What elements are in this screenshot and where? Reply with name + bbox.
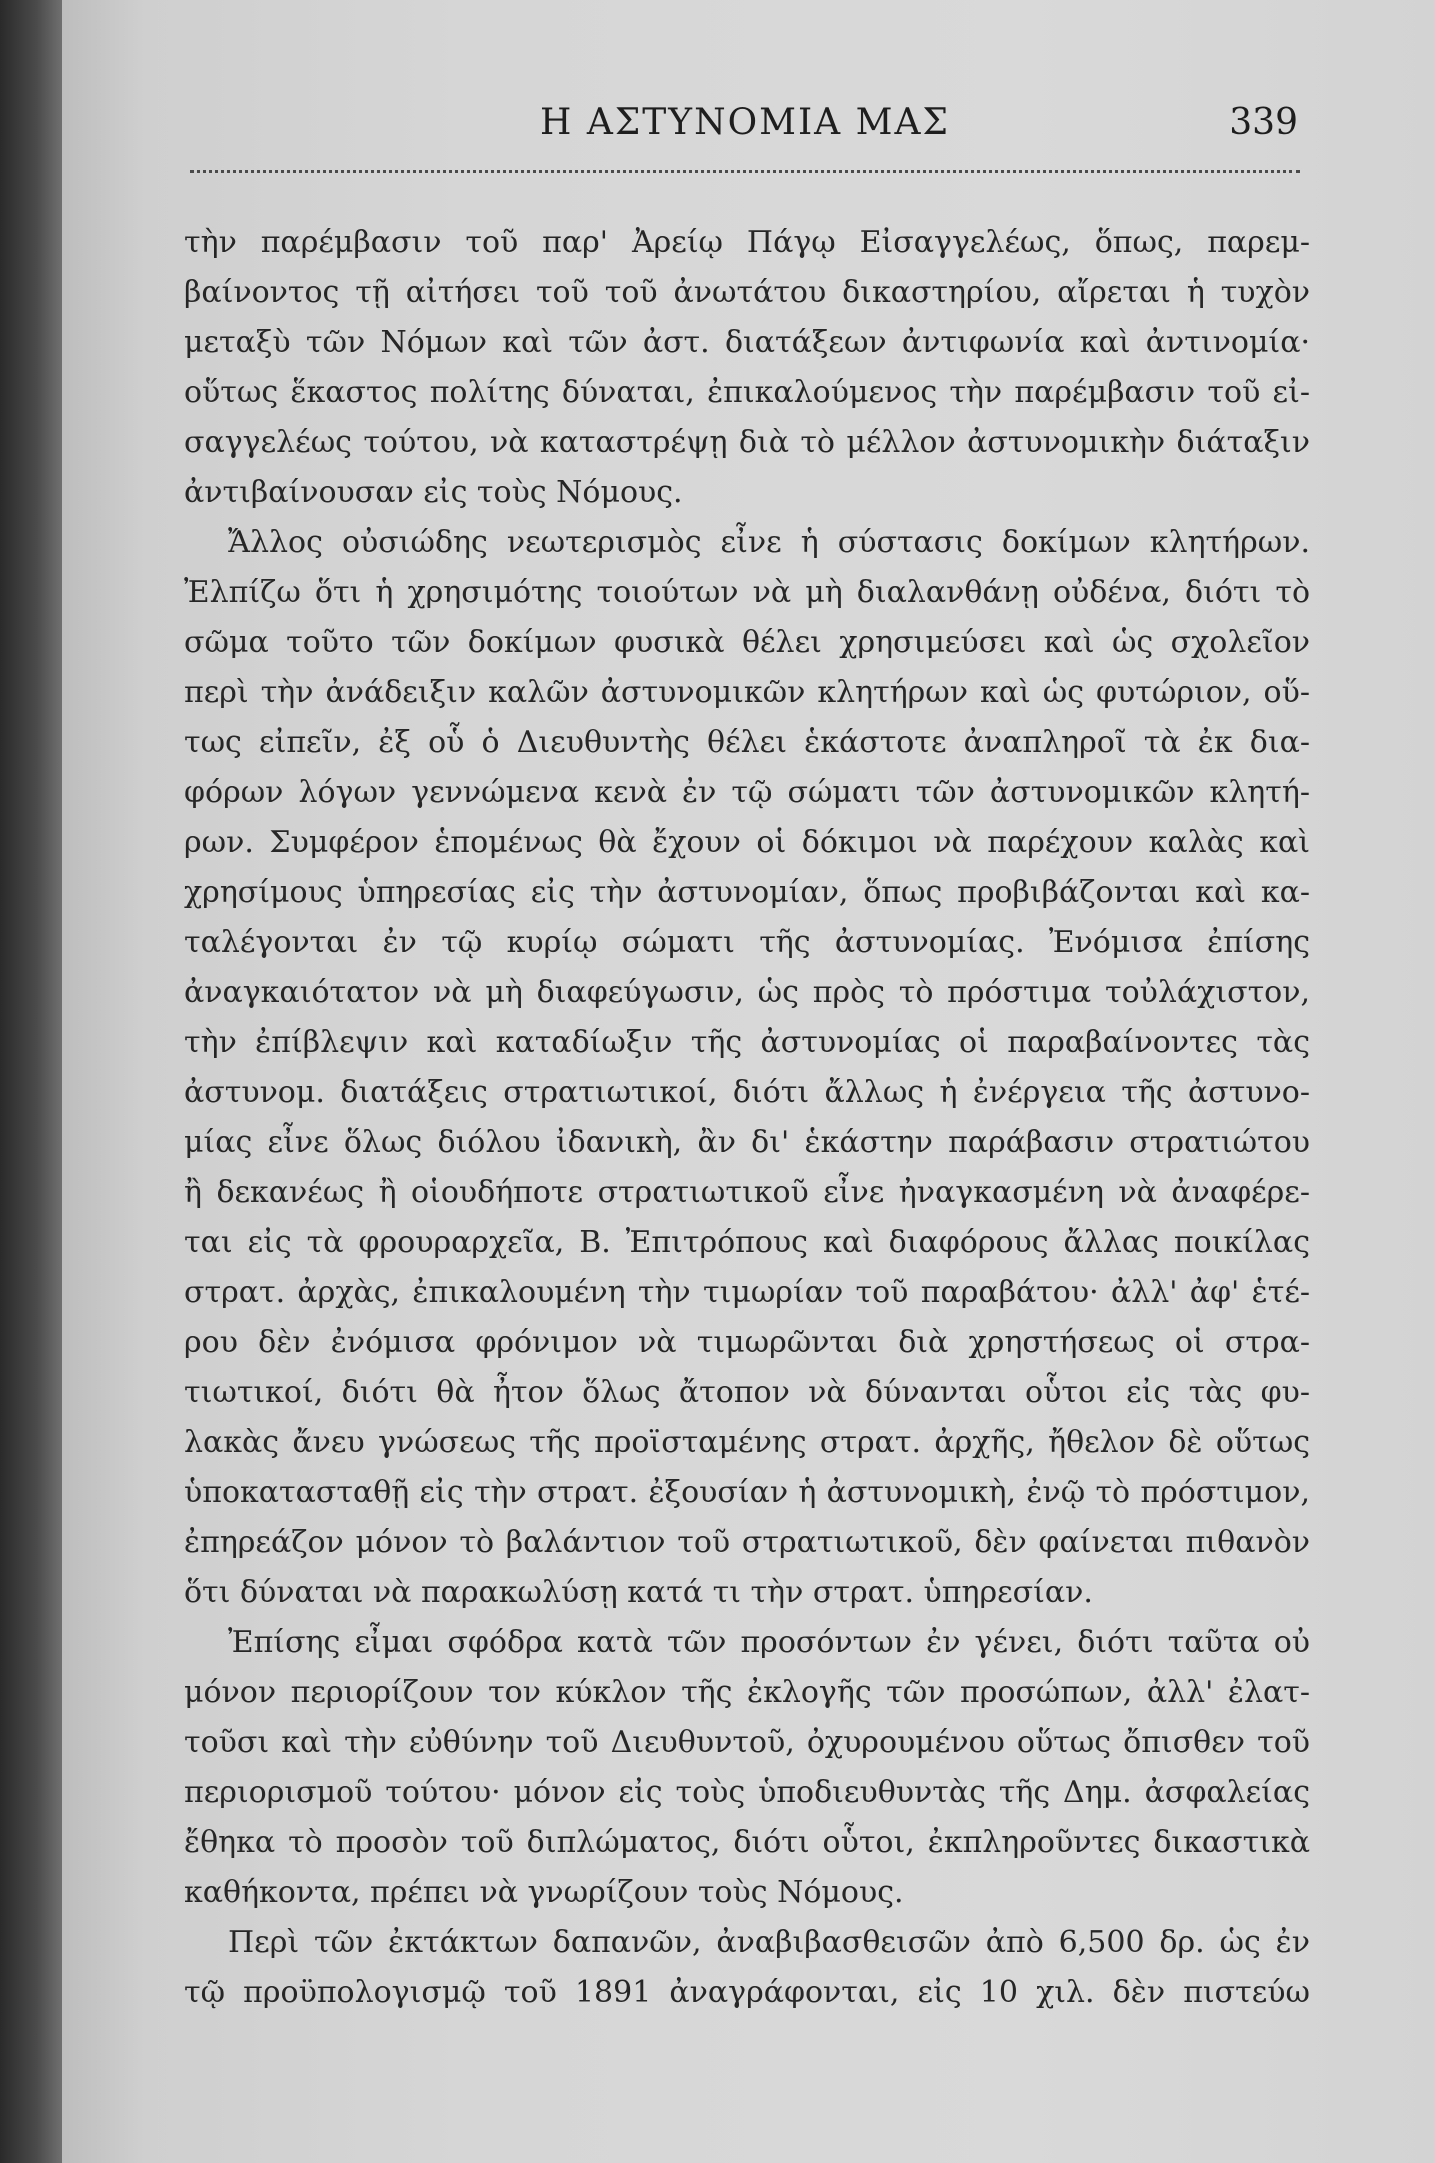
text-line: ἀστυνομ. διατάξεις στρατιωτικοί, διότι ἄλλως ἡ ἐνέργεια τῆς ἀστυνο- [184, 1075, 1310, 1110]
text-line: τως εἰπεῖν, ἐξ οὗ ὁ Διευθυντὴς θέλει ἑκάστοτε ἀναπληροῖ τὰ ἐκ δια- [184, 725, 1310, 760]
text-line: σῶμα τοῦτο τῶν δοκίμων φυσικὰ θέλει χρησιμεύσει καὶ ὡς σχολεῖον [184, 625, 1310, 660]
text-line: περιορισμοῦ τούτου· μόνον εἰς τοὺς ὑποδιευθυντὰς τῆς Δημ. ἀσφαλείας [184, 1775, 1310, 1810]
running-title: Η ΑΣΤΥΝΟΜΙΑ ΜΑΣ [540, 102, 950, 143]
text-line: χρησίμους ὑπηρεσίας εἰς τὴν ἀστυνομίαν, ὅπως προβιβάζονται καὶ κα- [184, 875, 1310, 910]
text-line: καθήκοντα, πρέπει νὰ γνωρίζουν τοὺς Νόμους. [184, 1875, 904, 1910]
text-line: φόρων λόγων γεννώμενα κενὰ ἐν τῷ σώματι τῶν ἀστυνομικῶν κλητή- [184, 775, 1310, 810]
text-line: Ἄλλος οὐσιώδης νεωτερισμὸς εἶνε ἡ σύστασις δοκίμων κλητήρων. [228, 525, 1310, 560]
text-line: περὶ τὴν ἀνάδειξιν καλῶν ἀστυνομικῶν κλητήρων καὶ ὡς φυτώριον, οὕ- [184, 675, 1310, 710]
text-line: ἔθηκα τὸ προσὸν τοῦ διπλώματος, διότι οὗτοι, ἐκπληροῦντες δικαστικὰ [184, 1825, 1310, 1860]
page-header [128, 102, 1298, 154]
text-line: βαίνοντος τῇ αἰτήσει τοῦ τοῦ ἀνωτάτου δικαστηρίου, αἴρεται ἡ τυχὸν [184, 275, 1310, 310]
text-line: ὑποκατασταθῇ εἰς τὴν στρατ. ἐξουσίαν ἡ ἀστυνομικὴ, ἐνῷ τὸ πρόστιμον, [184, 1475, 1310, 1510]
header-rule [190, 170, 1300, 173]
text-line: Περὶ τῶν ἐκτάκτων δαπανῶν, ἀναβιβασθεισῶν ἀπὸ 6,500 δρ. ὡς ἐν [228, 1925, 1310, 1960]
text-line: στρατ. ἀρχὰς, ἐπικαλουμένη τὴν τιμωρίαν τοῦ παραβάτου· ἀλλ' ἀφ' ἑτέ- [184, 1275, 1310, 1310]
text-line: οὕτως ἕκαστος πολίτης δύναται, ἐπικαλούμενος τὴν παρέμβασιν τοῦ εἰ- [184, 375, 1310, 410]
text-line: τὴν παρέμβασιν τοῦ παρ' Ἀρείῳ Πάγῳ Εἰσαγγελέως, ὅπως, παρεμ- [184, 225, 1310, 260]
text-line: μίας εἶνε ὅλως διόλου ἰδανικὴ, ἂν δι' ἑκάστην παράβασιν στρατιώτου [184, 1125, 1310, 1160]
text-line: μεταξὺ τῶν Νόμων καὶ τῶν ἀστ. διατάξεων ἀντιφωνία καὶ ἀντινομία· [184, 325, 1310, 360]
text-line: ὅτι δύναται νὰ παρακωλύσῃ κατά τι τὴν στρατ. ὑπηρεσίαν. [184, 1575, 1093, 1610]
text-line: ἢ δεκανέως ἢ οἱουδήποτε στρατιωτικοῦ εἶνε ἠναγκασμένη νὰ ἀναφέρε- [184, 1175, 1310, 1210]
text-line: ἐπηρεάζον μόνον τὸ βαλάντιον τοῦ στρατιωτικοῦ, δὲν φαίνεται πιθανὸν [184, 1525, 1310, 1560]
text-line: τιωτικοί, διότι θὰ ἦτον ὅλως ἄτοπον νὰ δύνανται οὗτοι εἰς τὰς φυ- [184, 1375, 1310, 1410]
page-number: 339 [1229, 102, 1298, 143]
text-line: μόνον περιορίζουν τον κύκλον τῆς ἐκλογῆς τῶν προσώπων, ἀλλ' ἐλατ- [184, 1675, 1310, 1710]
text-line: τὴν ἐπίβλεψιν καὶ καταδίωξιν τῆς ἀστυνομίας οἱ παραβαίνοντες τὰς [184, 1025, 1310, 1060]
text-line: σαγγελέως τούτου, νὰ καταστρέψῃ διὰ τὸ μέλλον ἀστυνομικὴν διάταξιν [184, 425, 1310, 460]
text-line: λακὰς ἄνευ γνώσεως τῆς προϊσταμένης στρατ. ἀρχῆς, ἤθελον δὲ οὕτως [184, 1425, 1310, 1460]
text-line: Ἐλπίζω ὅτι ἡ χρησιμότης τοιούτων νὰ μὴ διαλανθάνῃ οὐδένα, διότι τὸ [184, 575, 1310, 610]
text-line: ἀναγκαιότατον νὰ μὴ διαφεύγωσιν, ὡς πρὸς τὸ πρόστιμα τοὐλάχιστον, [184, 975, 1310, 1010]
text-line: τῷ προϋπολογισμῷ τοῦ 1891 ἀναγράφονται, εἰς 10 χιλ. δὲν πιστεύω [184, 1975, 1310, 2010]
text-line: Ἐπίσης εἶμαι σφόδρα κατὰ τῶν προσόντων ἐν γένει, διότι ταῦτα οὐ [228, 1625, 1310, 1660]
text-line: ταλέγονται ἐν τῷ κυρίῳ σώματι τῆς ἀστυνομίας. Ἐνόμισα ἐπίσης [184, 925, 1310, 960]
text-line: ρων. Συμφέρον ἑπομένως θὰ ἔχουν οἱ δόκιμοι νὰ παρέχουν καλὰς καὶ [184, 825, 1310, 860]
text-line: ρου δὲν ἐνόμισα φρόνιμον νὰ τιμωρῶνται διὰ χρηστήσεως οἱ στρα- [184, 1325, 1310, 1360]
text-line: ἀντιβαίνουσαν εἰς τοὺς Νόμους. [184, 475, 683, 510]
body-text [184, 218, 1310, 2148]
text-line: τοῦσι καὶ τὴν εὐθύνην τοῦ Διευθυντοῦ, ὀχυρουμένου οὕτως ὄπισθεν τοῦ [184, 1725, 1310, 1760]
text-line: ται εἰς τὰ φρουραρχεῖα, Β. Ἐπιτρόπους καὶ διαφόρους ἄλλας ποικίλας [184, 1225, 1310, 1260]
